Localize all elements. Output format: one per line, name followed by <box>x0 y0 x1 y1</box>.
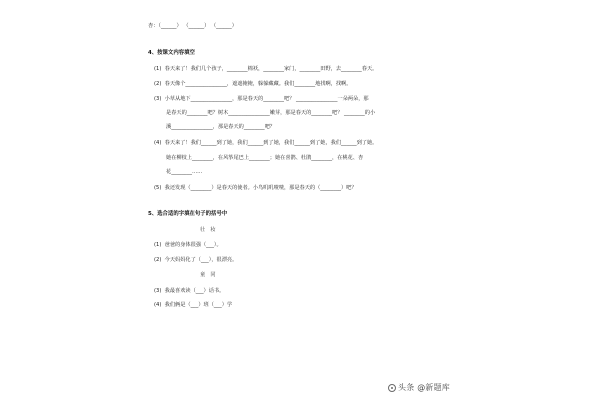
question-4-4-line3: 花________…… <box>166 169 203 175</box>
question-5-3: (3) 我最喜欢读（___）话书。 <box>154 288 225 294</box>
question-4-3-line1: (3) 小草从地下________________，那是春天的________吧？ ________________一朵两朵，那 <box>154 96 369 102</box>
question-4-3-line3: 溪________________，那是春天的________吧？ <box>166 124 275 130</box>
section-5-heading: 5、选合适的字填在句子的括号中 <box>148 211 228 217</box>
watermark-text: 头条 @新题库 <box>398 383 450 392</box>
question-5-1: (1) 爸爸的身体很强（___）。 <box>154 242 222 248</box>
question-4-4-line2: 她在柳枝上________，在风筝尾巴上________；她在喜鹊、杜鹃________，在桃花、杏 <box>166 155 364 161</box>
section-4-heading: 4、按课文内容填空 <box>148 50 195 56</box>
question-4-5: (5) 我还发现（________）是春天的使者。小鸟叽叽喳喳，那是春天的（________）吧？ <box>154 185 357 191</box>
toutiao-logo-icon <box>388 384 396 392</box>
question-5-4: (4) 我们俩是（___）班（___）学 <box>154 302 233 308</box>
question-5-2: (2) 今天妈妈化了（___），很漂亮。 <box>154 257 238 263</box>
question-4-1: (1) 春天来了！我们几个孩子，________棉袄，________家门，________田野，去________春天。 <box>154 66 378 72</box>
word-choice-tong-tong: 童 同 <box>200 272 216 278</box>
fill-line-apricot: 杏：（______） （______） （______） <box>148 23 237 29</box>
question-4-4-line1: (4) 春天来了！我们______到了她，我们______到了她，我们______到了她，我们______到了她。 <box>154 140 378 146</box>
word-choice-zhuang-zhuang: 壮 妆 <box>200 227 216 233</box>
watermark <box>388 384 450 392</box>
question-4-2: (2) 春天像个________________，遮遮掩掩，躲躲藏藏。我们________地找啊，找啊。 <box>154 81 352 87</box>
question-4-3-line2: 是春天的________吧？树木________________嫩芽，那是春天的________吧？ ________的小 <box>166 110 376 116</box>
